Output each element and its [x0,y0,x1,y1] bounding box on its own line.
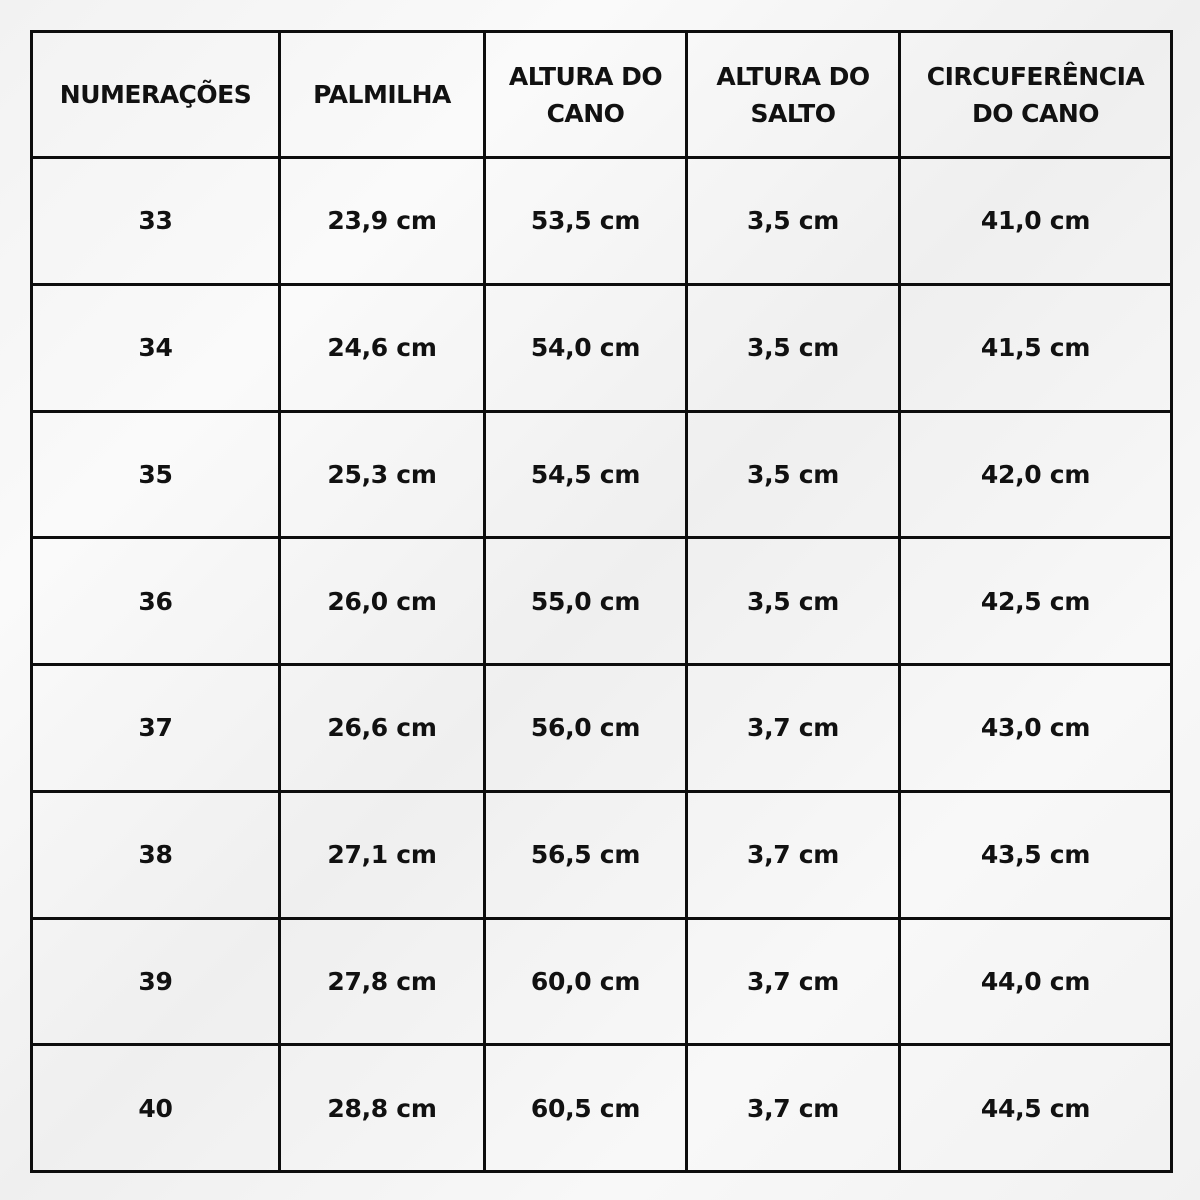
size-table [30,30,1173,1173]
cell-altura-cano: 56,5 cm [485,791,687,918]
header-numeracoes-line-1: NUMERAÇÕES [59,80,252,109]
cell-palmilha: 23,9 cm [280,158,485,285]
cell-palmilha: 28,8 cm [280,1045,485,1172]
cell-altura-salto: 3,5 cm [687,284,900,411]
header-altura-do-cano [485,32,687,158]
header-circunferencia-do-cano [900,32,1172,158]
header-palmilha [280,32,485,158]
table-row [32,284,1172,411]
cell-circunferencia: 42,0 cm [900,411,1172,538]
cell-altura-salto: 3,7 cm [687,791,900,918]
cell-altura-salto: 3,5 cm [687,538,900,665]
cell-palmilha: 27,8 cm [280,918,485,1045]
table-row [32,411,1172,538]
header-palmilha-line-1: PALMILHA [313,80,451,109]
header-circunferencia-line-2: DO CANO [971,98,1100,128]
header-numeracoes [32,32,280,158]
cell-palmilha: 24,6 cm [280,284,485,411]
header-altura-do-salto [687,32,900,158]
cell-numeracao: 36 [32,538,280,665]
header-altura-do-salto-line-2: SALTO [750,98,836,128]
cell-palmilha: 25,3 cm [280,411,485,538]
cell-altura-cano: 55,0 cm [485,538,687,665]
header-altura-do-cano-line-1: ALTURA DO [508,61,663,91]
table-row [32,538,1172,665]
cell-numeracao: 38 [32,791,280,918]
cell-numeracao: 39 [32,918,280,1045]
cell-circunferencia: 44,0 cm [900,918,1172,1045]
header-altura-do-salto-line-1: ALTURA DO [716,61,870,91]
table-row [32,665,1172,792]
cell-altura-cano: 54,0 cm [485,284,687,411]
cell-circunferencia: 44,5 cm [900,1045,1172,1172]
cell-numeracao: 34 [32,284,280,411]
cell-altura-cano: 56,0 cm [485,665,687,792]
cell-circunferencia: 42,5 cm [900,538,1172,665]
header-altura-do-cano-line-2: CANO [546,98,625,128]
cell-altura-salto: 3,5 cm [687,411,900,538]
cell-palmilha: 26,0 cm [280,538,485,665]
cell-palmilha: 26,6 cm [280,665,485,792]
cell-altura-cano: 60,5 cm [485,1045,687,1172]
cell-altura-salto: 3,7 cm [687,665,900,792]
cell-circunferencia: 41,5 cm [900,284,1172,411]
cell-altura-salto: 3,7 cm [687,918,900,1045]
cell-numeracao: 35 [32,411,280,538]
table-row [32,1045,1172,1172]
cell-altura-salto: 3,5 cm [687,158,900,285]
cell-altura-salto: 3,7 cm [687,1045,900,1172]
header-row [32,32,1172,158]
cell-palmilha: 27,1 cm [280,791,485,918]
size-chart [30,30,1170,1170]
cell-altura-cano: 54,5 cm [485,411,687,538]
cell-numeracao: 33 [32,158,280,285]
cell-altura-cano: 53,5 cm [485,158,687,285]
cell-altura-cano: 60,0 cm [485,918,687,1045]
cell-numeracao: 40 [32,1045,280,1172]
cell-circunferencia: 41,0 cm [900,158,1172,285]
cell-circunferencia: 43,5 cm [900,791,1172,918]
table-row [32,918,1172,1045]
cell-numeracao: 37 [32,665,280,792]
table-row [32,158,1172,285]
header-circunferencia-line-1: CIRCUFERÊNCIA [926,61,1145,91]
table-row [32,791,1172,918]
cell-circunferencia: 43,0 cm [900,665,1172,792]
